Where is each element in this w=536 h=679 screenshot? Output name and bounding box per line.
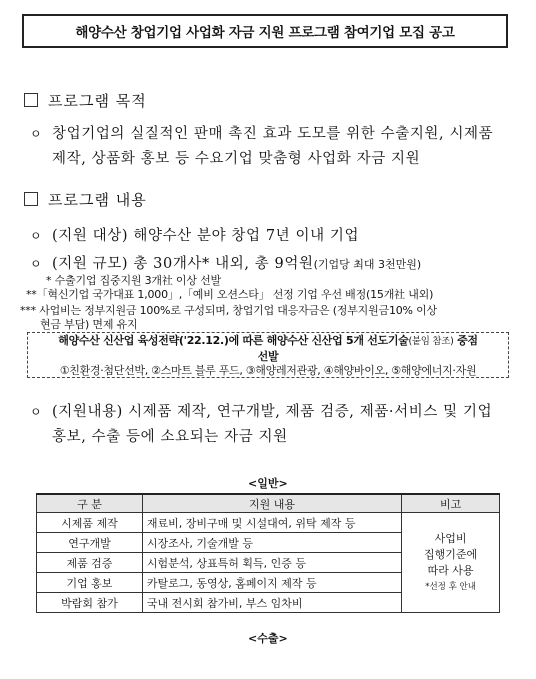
remark-cell: 사업비 집행기준에 따라 사용 *선정 후 안내 (402, 513, 500, 613)
row-content: 재료비, 장비구매 및 시설대여, 위탁 제작 등 (142, 513, 401, 533)
table-header-row (37, 494, 500, 513)
row-category: 제품 검증 (37, 553, 143, 573)
support-content: ㅇ (지원내용) 시제품 제작, 연구개발, 제품 검증, 제품·서비스 및 기업 (30, 404, 493, 420)
checkbox-square-icon (24, 192, 38, 206)
row-content: 시험분석, 상표특허 획득, 인증 등 (142, 553, 401, 573)
footnote-2: **「혁신기업 국가대표 1,000」,「예비 오션스타」 선정 기업 우선 배정(15개社 내외) (26, 288, 434, 301)
footnote-3: *** 사업비는 정부지원금 100%로 구성되며, 창업기업 대응자금은 (정부지원금10% 이상 (20, 304, 437, 317)
footnote-3-continued: 현금 부담) 면제 유지 (40, 318, 138, 331)
checkbox-square-icon (24, 93, 38, 107)
footnote-1: * 수출기업 집중지원 3개社 이상 선발 (46, 274, 221, 287)
purpose-text-continued: 제작, 상품화 홍보 등 수요기업 맞춤형 사업화 자금 지원 (52, 151, 421, 167)
priority-box-line1: 해양수산 신산업 육성전략('22.12.)에 따른 해양수산 신산업 5개 선도기술(붙임 참조) 중점 (58, 334, 478, 347)
bullet-icon: ㅇ (30, 229, 43, 243)
row-category: 연구개발 (37, 533, 143, 553)
row-category: 박람회 참가 (37, 593, 143, 613)
row-category: 기업 홍보 (37, 573, 143, 593)
table-caption-general: <일반> (248, 477, 288, 490)
row-content: 국내 전시회 참가비, 부스 임차비 (142, 593, 401, 613)
table-caption-export: <수출> (248, 632, 288, 645)
header-category: 구 분 (37, 494, 143, 513)
row-content: 카탈로그, 동영상, 홈페이지 제작 등 (142, 573, 401, 593)
purpose-text: ㅇ 창업기업의 실질적인 판매 촉진 효과 도모를 위한 수출지원, 시제품 (30, 126, 494, 142)
table-row (37, 513, 500, 533)
section-heading-purpose: 프로그램 목적 (24, 90, 147, 111)
row-category: 시제품 제작 (37, 513, 143, 533)
support-content-continued: 홍보, 수출 등에 소요되는 자금 지원 (52, 429, 288, 445)
bullet-icon: ㅇ (30, 127, 43, 141)
header-remark: 비고 (402, 494, 500, 513)
priority-box-line3: ①친환경·첨단선박, ②스마트 블루 푸드, ③해양레저관광, ④해양바이오, ⑤해양에너지·자원 (59, 364, 477, 377)
header-content: 지원 내용 (142, 494, 401, 513)
row-content: 시장조사, 기술개발 등 (142, 533, 401, 553)
support-table (36, 493, 500, 613)
bullet-icon: ㅇ (30, 405, 43, 419)
support-target: ㅇ (지원 대상) 해양수산 분야 창업 7년 이내 기업 (30, 228, 360, 244)
priority-box-line2: 선발 (257, 349, 279, 363)
document-title: 해양수산 창업기업 사업화 자금 지원 프로그램 참여기업 모집 공고 (22, 14, 508, 48)
bullet-icon: ㅇ (30, 257, 43, 271)
priority-tech-box (27, 332, 509, 378)
support-scale: ㅇ (지원 규모) 총 30개사* 내외, 총 9억원(기업당 최대 3천만원) (30, 256, 422, 272)
section-heading-content: 프로그램 내용 (24, 189, 147, 210)
